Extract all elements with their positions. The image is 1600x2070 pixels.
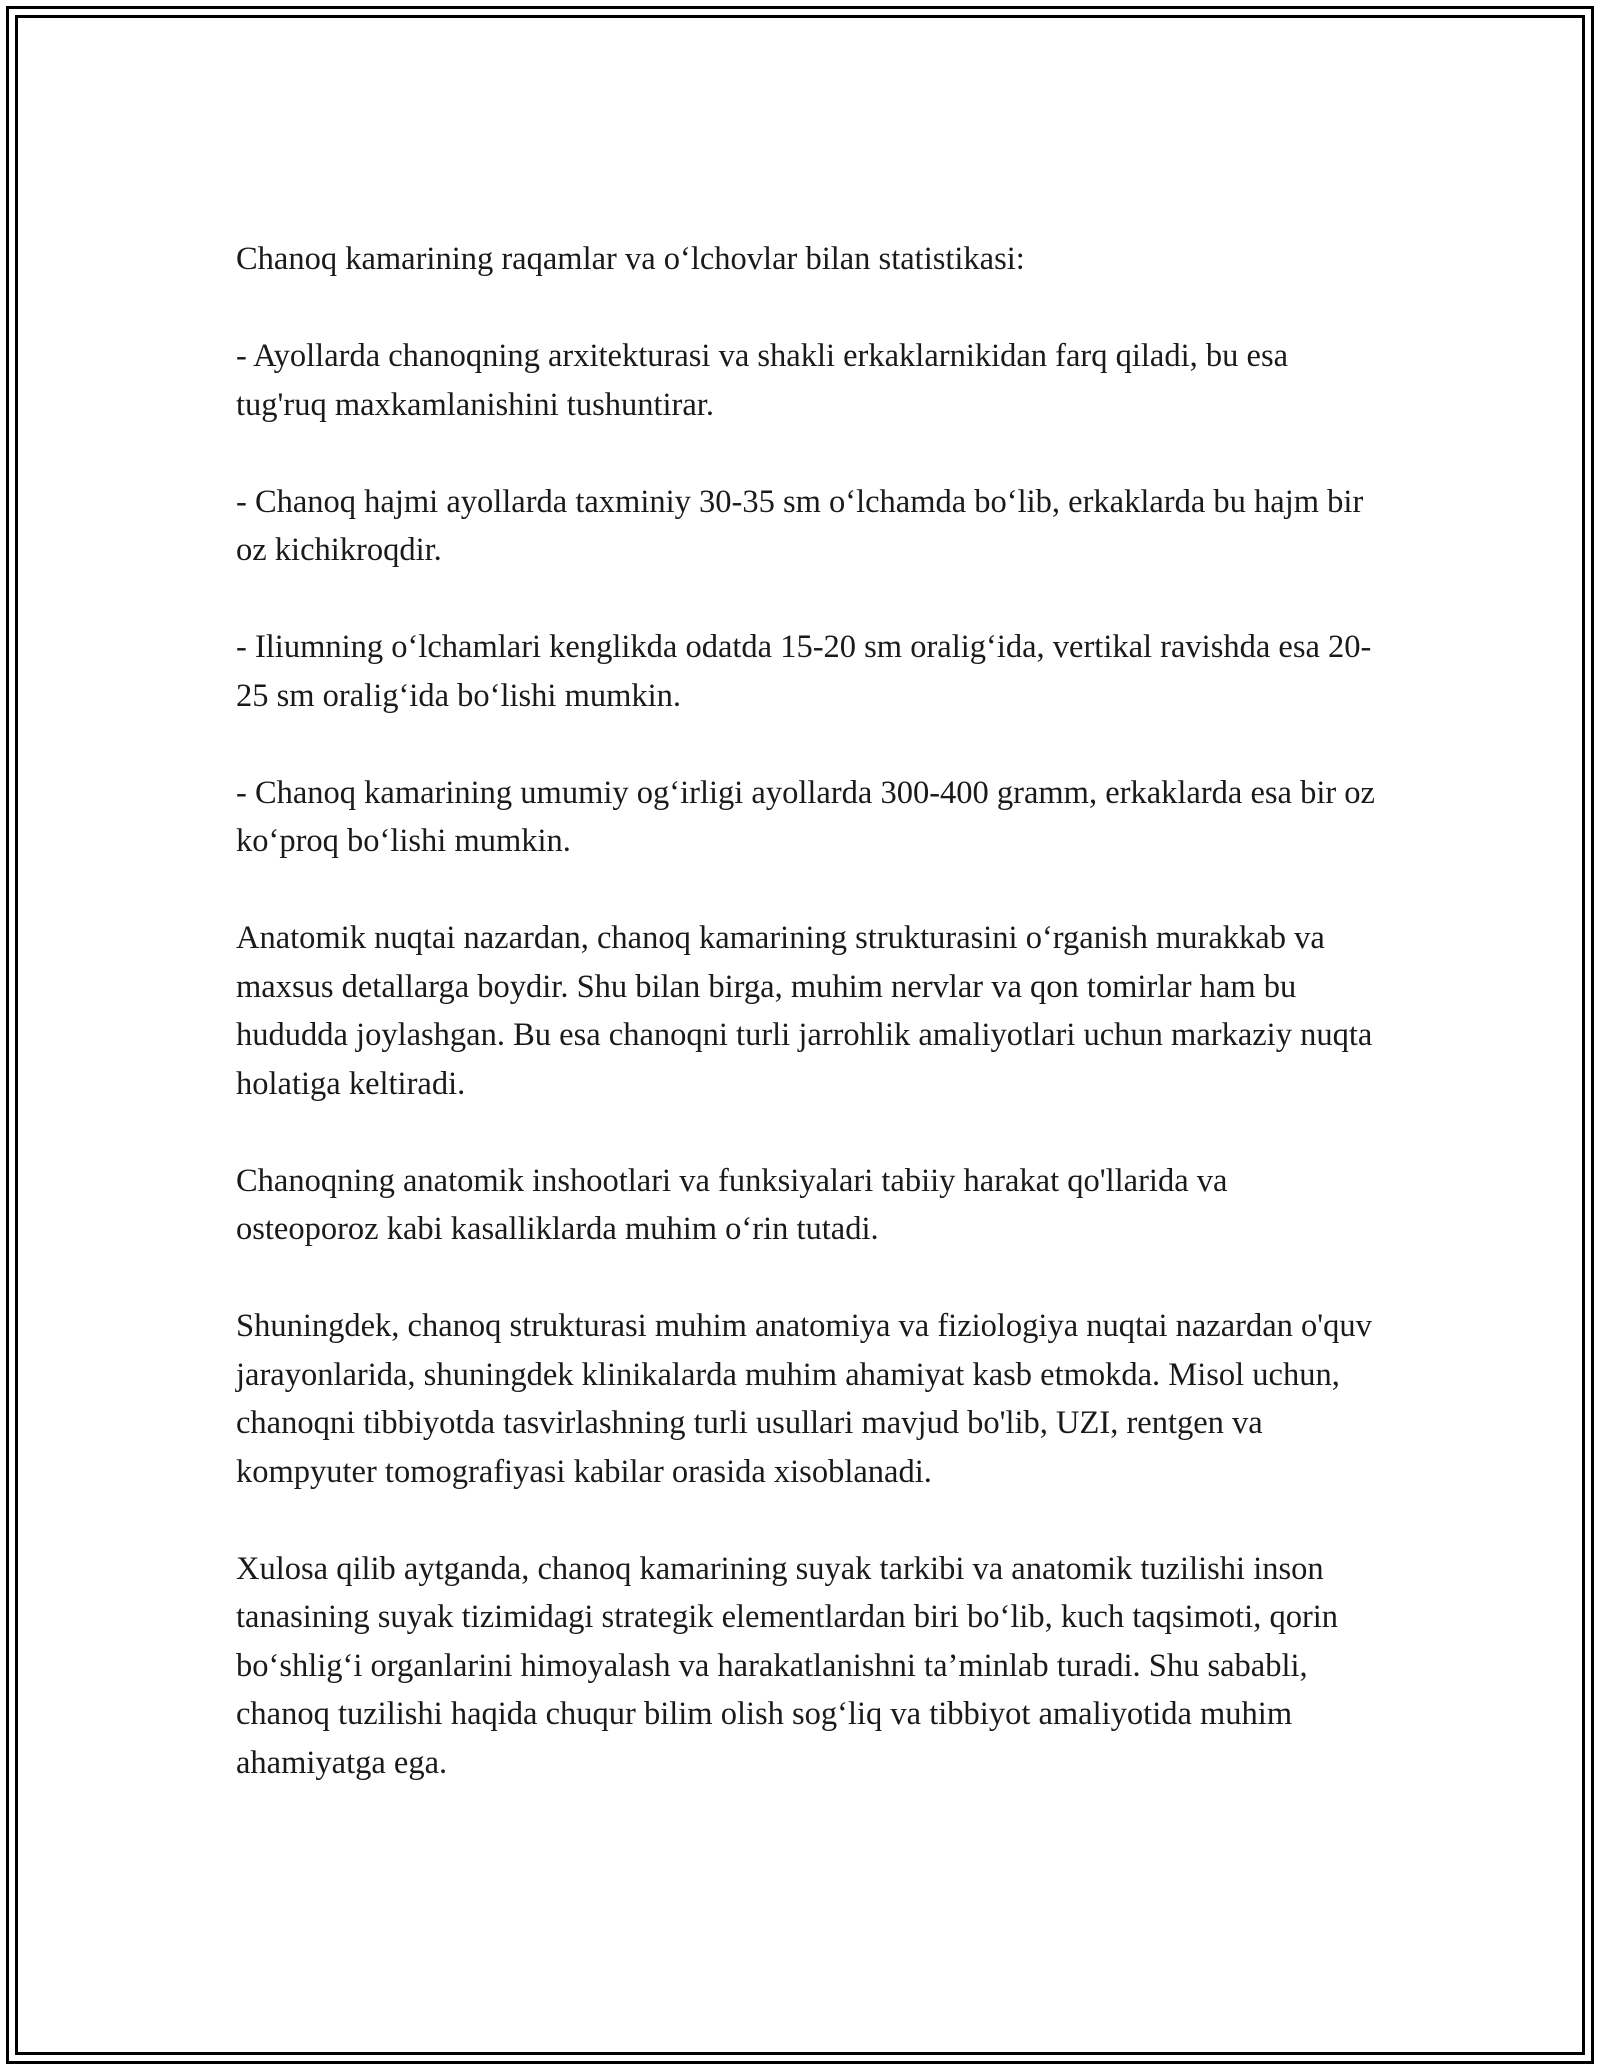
intro-heading: Chanoq kamarining raqamlar va o‘lchovlar bilan statistikasi: <box>236 241 1025 277</box>
conclusion-paragraph: Xulosa qilib aytganda, chanoq kamarining suyak tarkibi va anatomik tuzilishi inson tanasining suyak tizimidagi strategik elementlardan biri bo‘lib, kuch taqsimoti, qorin bo‘shlig‘i organlarini himoyalash va harakatlanishni ta’minlab turadi. Shu sababli, chanoq tuzilishi haqida chuqur bilim olish sog‘liq va tibbiyot amaliyotida muhim ahamiyatga ega. <box>236 1550 1339 1781</box>
body-paragraph: Shuningdek, chanoq strukturasi muhim anatomiya va fiziologiya nuqtai nazardan o'quv jarayonlarida, shuningdek klinikalarda muhim ahamiyat kasb etmokda. Misol uchun, chanoqni tibbiyotda tasvirlashning turli usullari mavjud bo'lib, UZI, rentgen va kompyuter tomografiyasi kabilar orasida xisoblanadi. <box>236 1308 1372 1490</box>
bullet-item: - Iliumning o‘lchamlari kenglikda odatda 15-20 sm oralig‘ida, vertikal ravishda esa 20-25 sm oralig‘ida bo‘lishi mumkin. <box>236 629 1372 714</box>
bullet-item: - Ayollarda chanoqning arxitekturasi va shakli erkaklarnikidan farq qiladi, bu esa tug'ruq maxkamlanishini tushuntirar. <box>236 338 1289 423</box>
bullet-item: - Chanoq kamarining umumiy og‘irligi ayollarda 300-400 gramm, erkaklarda esa bir oz ko‘proq bo‘lishi mumkin. <box>236 774 1375 859</box>
body-paragraph: Anatomik nuqtai nazardan, chanoq kamarining strukturasini o‘rganish murakkab va maxsus detallarga boydir. Shu bilan birga, muhim nervlar va qon tomirlar ham bu hududda joylashgan. Bu esa chanoqni turli jarrohlik amaliyotlari uchun markaziy nuqta holatiga keltiradi. <box>236 920 1373 1102</box>
document-body <box>236 235 1376 1787</box>
bullet-item: - Chanoq hajmi ayollarda taxminiy 30-35 sm o‘lchamda bo‘lib, erkaklarda bu hajm bir oz kichikroqdir. <box>236 483 1364 568</box>
body-paragraph: Chanoqning anatomik inshootlari va funksiyalari tabiiy harakat qo'llarida va osteoporoz kabi kasalliklarda muhim o‘rin tutadi. <box>236 1162 1228 1247</box>
